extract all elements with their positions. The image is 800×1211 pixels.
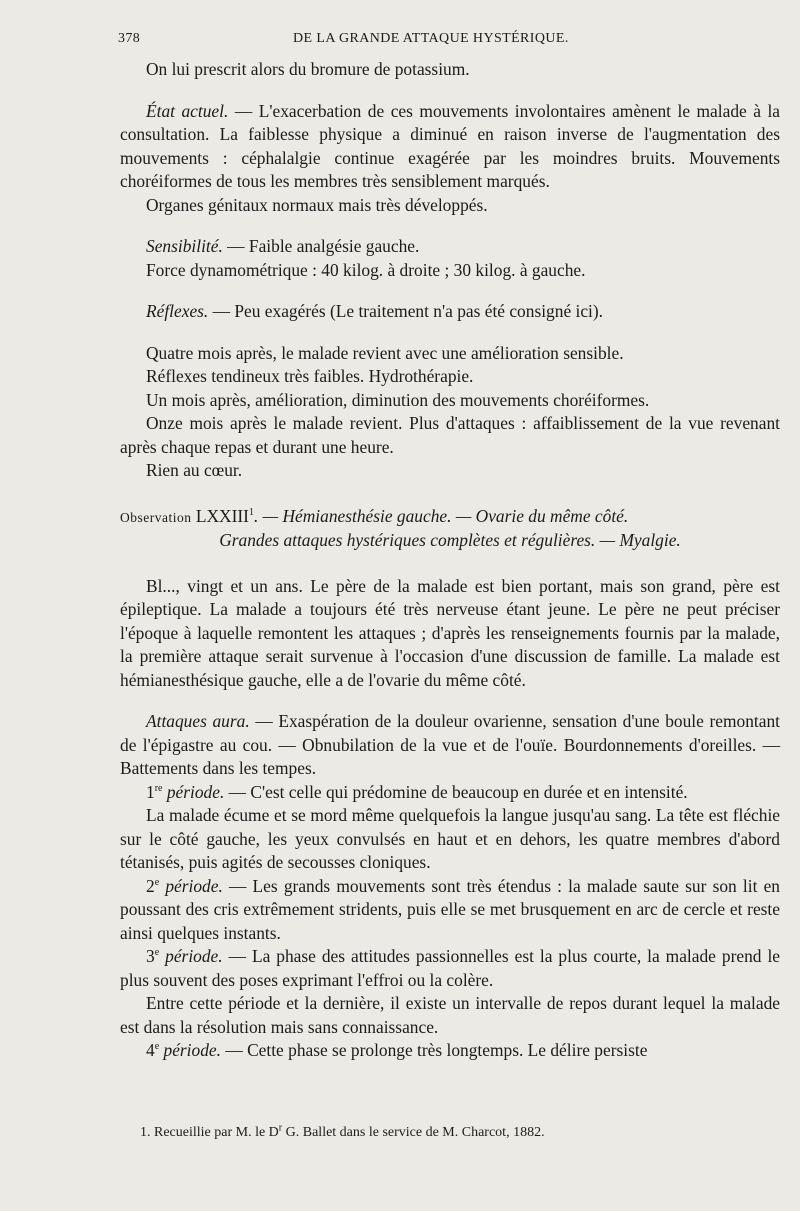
observation-label: Observation [120,509,192,525]
period-number: 1 [146,781,155,802]
paragraph: Onze mois après le malade revient. Plus d'attaques : affaiblissement de la vue revenant après chaque repas et durant une heure. [120,413,780,457]
paragraph: Réflexes tendineux très faibles. Hydrothérapie. [146,366,474,386]
footnote [140,1122,780,1141]
paragraph: Bl..., vingt et un ans. Le père de la malade est bien portant, mais son grand, père est épileptique. La malade a toujours été très nerveuse étant jeune. Le père ne peut préciser l'époque à laquelle remontent les attaques ; d'après les renseignements fournis par la malade, la première attaque serait survenue à l'occasion d'une discussion de famille. La malade est hémianesthésique gauche, elle a de l'ovarie du même côté. [120,575,780,690]
section-label: période. [159,946,223,966]
period-ordinal: re [154,782,163,794]
paragraph [120,235,780,259]
paragraph-text: — Cette phase se prolonge très longtemps. Le délire persiste [220,1040,648,1060]
period-ordinal: e [154,1041,160,1053]
section-label: période. [159,875,223,896]
footnote-text: 1. Recueillie par M. le D [140,1125,279,1140]
paragraph: Entre cette période et la dernière, il existe un intervalle de repos durant lequel la malade est dans la résolution mais sans connaissance. [120,993,780,1037]
footnote-sup: r [278,1122,283,1134]
paragraph [120,100,780,194]
paragraph: Quatre mois après, le malade revient avec une amélioration sensible. [146,342,624,363]
period-ordinal: e [154,876,160,888]
paragraph: Rien au cœur. [146,460,243,480]
observation-heading [120,505,780,530]
period-number: 4 [146,1040,155,1060]
paragraph-text: — C'est celle qui prédomine de beaucoup en durée et en intensité. [224,781,688,802]
section-label: Attaques aura. [146,711,250,731]
running-title: DE LA GRANDE ATTAQUE HYSTÉRIQUE. [293,31,569,46]
paragraph-text: — La phase des attitudes passionnelles est la plus courte, la malade prend le plus souvent des poses exprimant l'effroi ou la colère. [120,946,780,990]
section-label: période. [159,1040,221,1060]
paragraph: On lui prescrit alors du bromure de potassium. [146,59,470,79]
period-ordinal: e [154,947,160,959]
paragraph-text: — Faible analgésie gauche. [222,236,420,256]
observation-title: . — Hémianesthésie gauche. — Ovarie du même côté. [253,505,629,526]
footnote-text-2: G. Ballet dans le service de M. Charcot, 1882. [282,1125,545,1140]
paragraph-text: — Les grands mouvements sont très étendus : la malade saute sur son lit en poussant des cris extrêmement stridents, puis elle se met brusquement en arc de cercle et reste ainsi quelques instants. [120,875,780,943]
page-number: 378 [118,31,141,46]
paragraph: La malade écume et se mord même quelquefois la langue jusqu'au sang. La tête est fléchie sur le côté gauche, les yeux convulsés en haut et en dehors, les quatre membres d'abord tétanisés, puis agités de secousses cloniques. [120,805,780,872]
paragraph-text: — Peu exagérés (Le traitement n'a pas été consigné ici). [208,301,604,321]
paragraph: Un mois après, amélioration, diminution des mouvements choréiformes. [146,389,650,410]
paragraph [120,710,780,781]
paragraph: Force dynamométrique : 40 kilog. à droite ; 30 kilog. à gauche. [146,259,586,280]
observation-number: LXXIII [191,505,249,526]
section-label: Réflexes. [146,301,209,321]
period-number: 2 [146,875,155,896]
paragraph-text: — Exaspération de la douleur ovarienne, sensation d'une boule remontant de l'épigastre au cou. — Obnubilation de la vue et de l'ouïe. Bourdonnements d'oreilles. — Battements dans les tempes. [120,711,780,778]
footnote-marker: 1 [248,506,254,518]
paragraph [120,945,780,992]
section-label: période. [162,781,225,802]
paragraph [120,781,780,805]
paragraph [120,1039,780,1063]
paragraph: Organes génitaux normaux mais très développés. [146,194,488,215]
section-label: État actuel. [146,100,229,121]
section-label: Sensibilité. [146,236,223,256]
period-number: 3 [146,946,155,966]
page-body [120,58,780,1063]
paragraph-text: — L'exacerbation de ces mouvements involontaires amènent le malade à la consultation. La faiblesse physique a diminué en raison inverse de l'augmentation des mouvements : céphalalgie continue exagérée par les moindres bruits. Mouvements choréiformes de tous les membres très sensiblement marqués. [120,100,781,191]
paragraph [120,300,780,324]
observation-subtitle: Grandes attaques hystériques complètes et régulières. — Myalgie. [219,530,681,550]
paragraph [120,875,780,946]
